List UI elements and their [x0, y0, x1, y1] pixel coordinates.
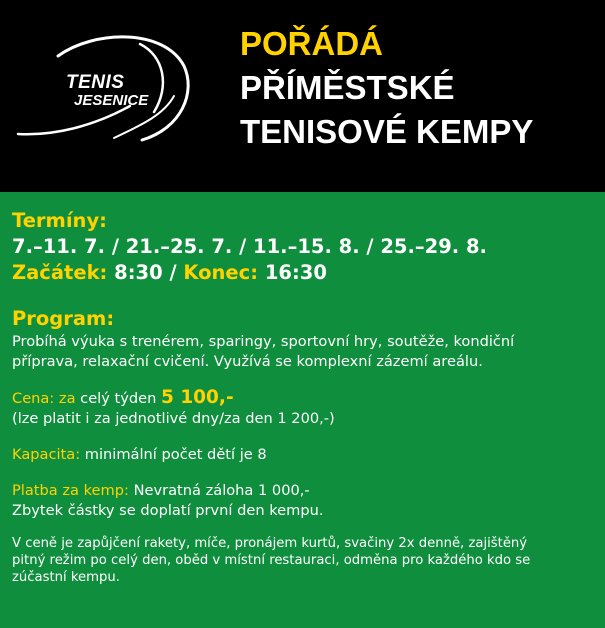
payment-line-2: Zbytek částky se doplatí první den kempu. [12, 502, 324, 519]
capacity-text: minimální počet dětí je 8 [84, 446, 267, 463]
terms-dates: 7.–11. 7. / 21.–25. 7. / 11.–15. 8. / 25.–29. 8. [12, 235, 487, 258]
price-period: celý týden [80, 390, 157, 407]
headline [240, 22, 533, 154]
price-label: Cena: za [12, 390, 76, 407]
price-value: 5 100,- [161, 387, 234, 408]
logo-text-jesenice: JESENICE [74, 92, 149, 109]
price-note: (lze platit i za jednotlivé dny/za den 1 200,-) [12, 410, 335, 427]
headline-line-2: PŘÍMĚSTSKÉ [240, 69, 455, 106]
spacer [12, 286, 597, 306]
time-separator: / [169, 261, 177, 284]
header-band [0, 0, 605, 192]
terms-times [12, 260, 597, 286]
spacer [12, 465, 597, 481]
spacer [12, 429, 597, 445]
payment-text: Nevratná záloha 1 000,- [133, 482, 310, 499]
end-time: 16:30 [264, 261, 327, 284]
program-line-1: Probíhá výuka s trenérem, sparingy, sportovní hry, soutěže, kondiční [12, 333, 515, 350]
includes-line-2: pitný režim po celý den, oběd v místní restauraci, odměna pro každého kdo se [12, 553, 531, 568]
payment-label: Platba za kemp: [12, 482, 129, 499]
content [12, 208, 597, 586]
headline-line-1: POŘÁDÁ [240, 25, 384, 62]
payment-line [12, 481, 597, 501]
includes-line-1: V ceně je zapůjčení rakety, míče, pronájem kurtů, svačiny 2x denně, zajištěný [12, 536, 528, 551]
spacer [12, 521, 597, 535]
headline-line-3: TENISOVÉ KEMPY [240, 113, 534, 150]
program-heading: Program: [12, 307, 115, 330]
terms-heading: Termíny: [12, 209, 107, 232]
price-line [12, 388, 597, 409]
spacer [12, 372, 597, 388]
start-label: Začátek: [12, 261, 108, 284]
capacity-line [12, 445, 597, 465]
start-time: 8:30 [114, 261, 163, 284]
capacity-label: Kapacita: [12, 446, 81, 463]
tenis-jesenice-logo [14, 26, 196, 154]
end-label: Konec: [183, 261, 259, 284]
program-line-2: příprava, relaxační cvičení. Využívá se komplexní zázemí areálu. [12, 353, 483, 370]
logo-text-tenis: TENIS [66, 72, 125, 93]
includes-line-3: zúčastní kempu. [12, 570, 120, 585]
